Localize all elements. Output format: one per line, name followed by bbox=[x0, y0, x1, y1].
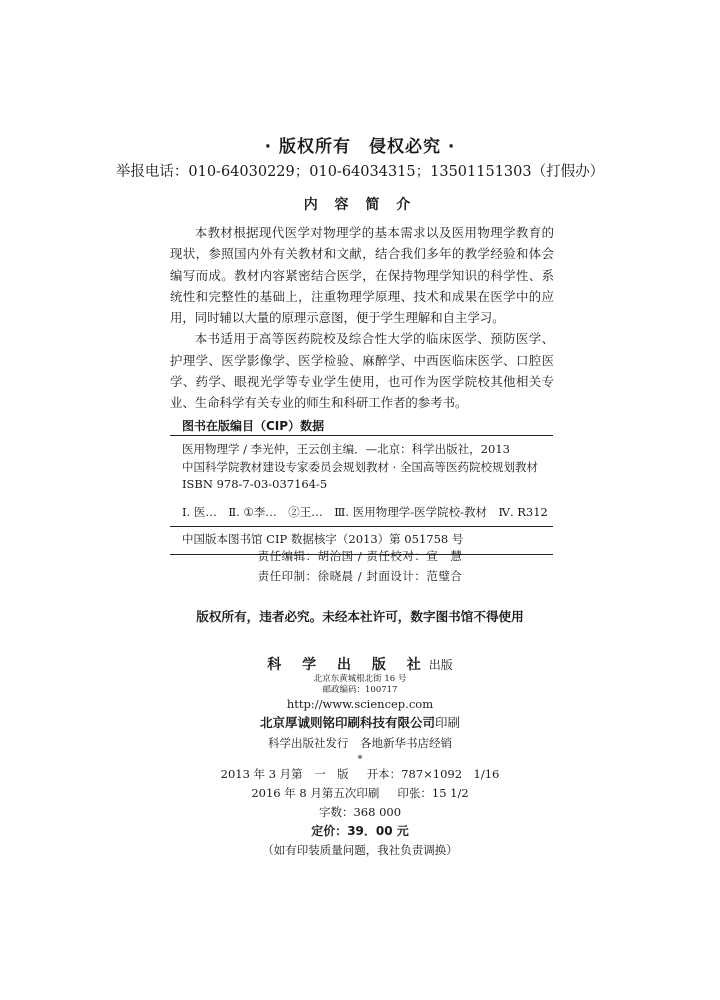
rights-notice: 版权所有，违者必究。未经本社许可，数字图书馆不得使用 bbox=[196, 609, 524, 624]
copyright-title: · 版权所有 侵权必究 · bbox=[264, 137, 456, 157]
publisher-name-text: 科 学 出 版 社 bbox=[267, 657, 429, 673]
edition: 2013 年 3 月第 一 版 bbox=[220, 767, 349, 781]
sheets: 印张：15 1/2 bbox=[397, 786, 469, 800]
distribution: 科学出版社发行 各地新华书店经销 bbox=[268, 736, 452, 750]
intro-paragraph: 本教材根据现代医学对物理学的基本需求以及医用物理学教育的现状，参照国内外有关教材和文献，结合我们多年的教学经验和体会编写而成。教材内容紧密结合医学，在保持物理学知识的科学性、系统性和完整性的基础上，注重物理学原理、技术和成果在医学中的应用，同时辅以大量的原理示意图，便于学生理解和自主学习。 bbox=[170, 225, 554, 326]
price: 定价：39．00 元 bbox=[311, 824, 409, 838]
edition-line bbox=[0, 765, 720, 784]
cip-gap bbox=[182, 494, 553, 504]
word-count: 字数：368 000 bbox=[318, 805, 402, 819]
cip-box bbox=[170, 435, 553, 555]
credits-production: 责任印制：徐晓晨 / 封面设计：范璧合 bbox=[257, 569, 463, 583]
intro-heading: 内 容 简 介 bbox=[303, 197, 417, 213]
separator-star: * bbox=[357, 754, 363, 765]
cip-isbn: ISBN 978-7-03-037164-5 bbox=[182, 477, 328, 491]
cip-title-line: 医用物理学 / 李光仲，王云创主编．—北京：科学出版社，2013 bbox=[182, 442, 510, 456]
cip-divider bbox=[170, 526, 553, 527]
report-phone: 举报电话：010-64030229；010-64034315；13501151303（打假办） bbox=[115, 164, 605, 180]
publication-info bbox=[0, 765, 720, 860]
cip-series-line: 中国科学院教材建设专家委员会规划教材 · 全国高等医药院校规划教材 bbox=[182, 459, 538, 474]
cip-block bbox=[170, 417, 553, 555]
intro-paragraph: 本书适用于高等医药院校及综合性大学的临床医学、预防医学、护理学、医学影像学、医学检验、麻醉学、中西医临床医学、口腔医学、药学、眼视光学等专业学生使用，也可作为医学院校其他相关专业、生命科学有关专业的师生和科研工作者的参考书。 bbox=[170, 331, 554, 411]
printing-line bbox=[0, 784, 720, 803]
credits bbox=[0, 546, 720, 586]
format: 开本：787×1092 1/16 bbox=[366, 767, 500, 781]
intro-body bbox=[170, 222, 554, 414]
publisher-block bbox=[0, 654, 720, 768]
cip-number: 中国版本图书馆 CIP 数据核字（2013）第 051758 号 bbox=[182, 532, 464, 546]
printer bbox=[0, 712, 720, 734]
quality-note: （如有印装质量问题，我社负责调换） bbox=[262, 843, 458, 857]
credits-editors: 责任编辑：胡治国 / 责任校对：宣 慧 bbox=[257, 549, 463, 563]
publisher-name bbox=[0, 654, 720, 674]
publisher-name-suffix: 出版 bbox=[428, 658, 453, 672]
publisher-postcode: 邮政编码：100717 bbox=[322, 685, 398, 695]
publisher-address: 北京东黄城根北街 16 号 bbox=[313, 674, 407, 684]
publisher-url: http://www.sciencep.com bbox=[286, 697, 434, 711]
printer-suffix: 印刷 bbox=[435, 715, 461, 730]
cip-classification: Ⅰ. 医… Ⅱ. ①李… ②王… Ⅲ. 医用物理学-医学院校-教材 Ⅳ. R312 bbox=[182, 504, 548, 519]
cip-heading: 图书在版编目（CIP）数据 bbox=[182, 419, 325, 433]
printing: 2016 年 8 月第五次印刷 bbox=[251, 786, 380, 800]
printer-name: 北京厚诚则铭印刷科技有限公司 bbox=[259, 715, 435, 730]
